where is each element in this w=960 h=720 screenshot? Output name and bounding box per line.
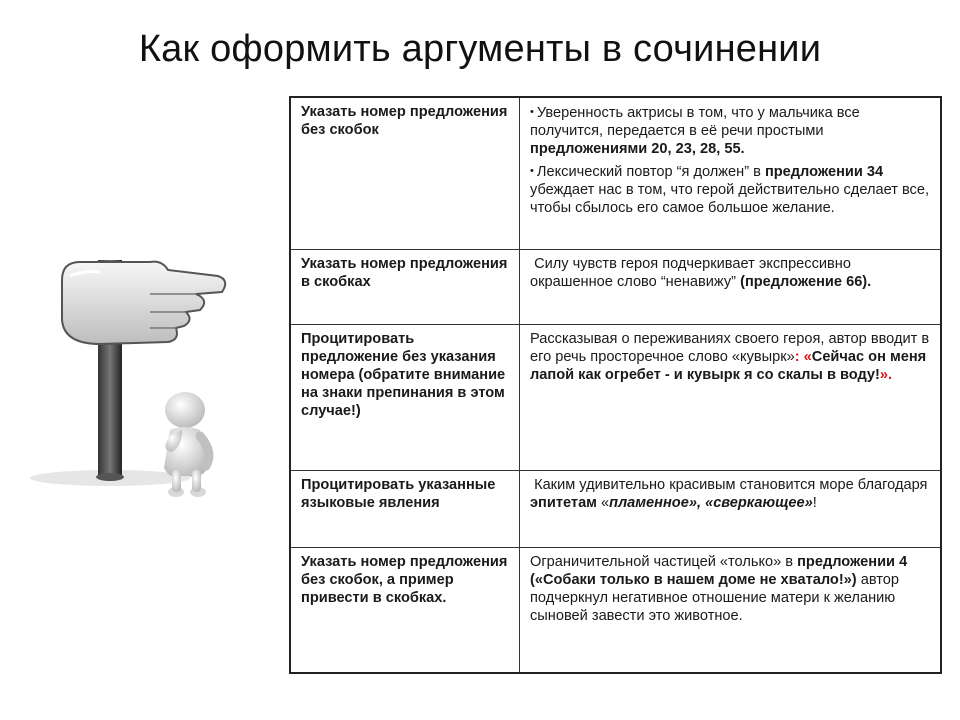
table-row — [290, 470, 941, 547]
example-cell — [520, 547, 942, 673]
table-row — [290, 324, 941, 470]
table-row — [290, 547, 941, 673]
method-cell: Указать номер предложения в скобках — [290, 249, 520, 324]
method-cell: Процитировать предложение без указания номера (обратите внимание на знаки препинания в этом случае!) — [290, 324, 520, 470]
arguments-table — [289, 96, 942, 674]
example-cell — [520, 470, 942, 547]
table-row — [290, 249, 941, 324]
example-paragraph: Рассказывая о переживаниях своего героя, автор вводит в его речь просторечное слово «кувырк»: «Сейчас он меня лапой как огребет - и кувырк я со скалы в воду!». — [530, 330, 930, 383]
example-cell — [520, 249, 942, 324]
method-cell: Указать номер предложения без скобок, а пример привести в скобках. — [290, 547, 520, 673]
method-cell: Указать номер предложения без скобок — [290, 97, 520, 249]
pointing-hand-sign-icon — [0, 240, 280, 520]
example-paragraph: Ограничительной частицей «только» в предложении 4 («Собаки только в нашем доме не хватало!») автор подчеркнул негативное отношение матери к желанию сыновей завести это животное. — [530, 553, 908, 624]
example-cell — [520, 97, 942, 249]
page-title: Как оформить аргументы в сочинении — [138, 28, 822, 70]
example-paragraph: • Уверенность актрисы в том, что у мальчика все получится, передается в её речи простыми предложениями 20, 23, 28, 55. — [530, 103, 932, 158]
example-paragraph: • Лексический повтор “я должен” в предложении 34 убеждает нас в том, что герой действительно сделает все, чтобы сбылось его самое большое желание. — [530, 162, 932, 217]
example-paragraph: Каким удивительно красивым становится море благодаря эпитетам «пламенное», «сверкающее»! — [530, 476, 928, 511]
method-cell: Процитировать указанные языковые явления — [290, 470, 520, 547]
example-paragraph: Силу чувств героя подчеркивает экспрессивно окрашенное слово “ненавижу” (предложение 66). — [530, 255, 872, 290]
example-cell — [520, 324, 942, 470]
table-row — [290, 97, 941, 249]
